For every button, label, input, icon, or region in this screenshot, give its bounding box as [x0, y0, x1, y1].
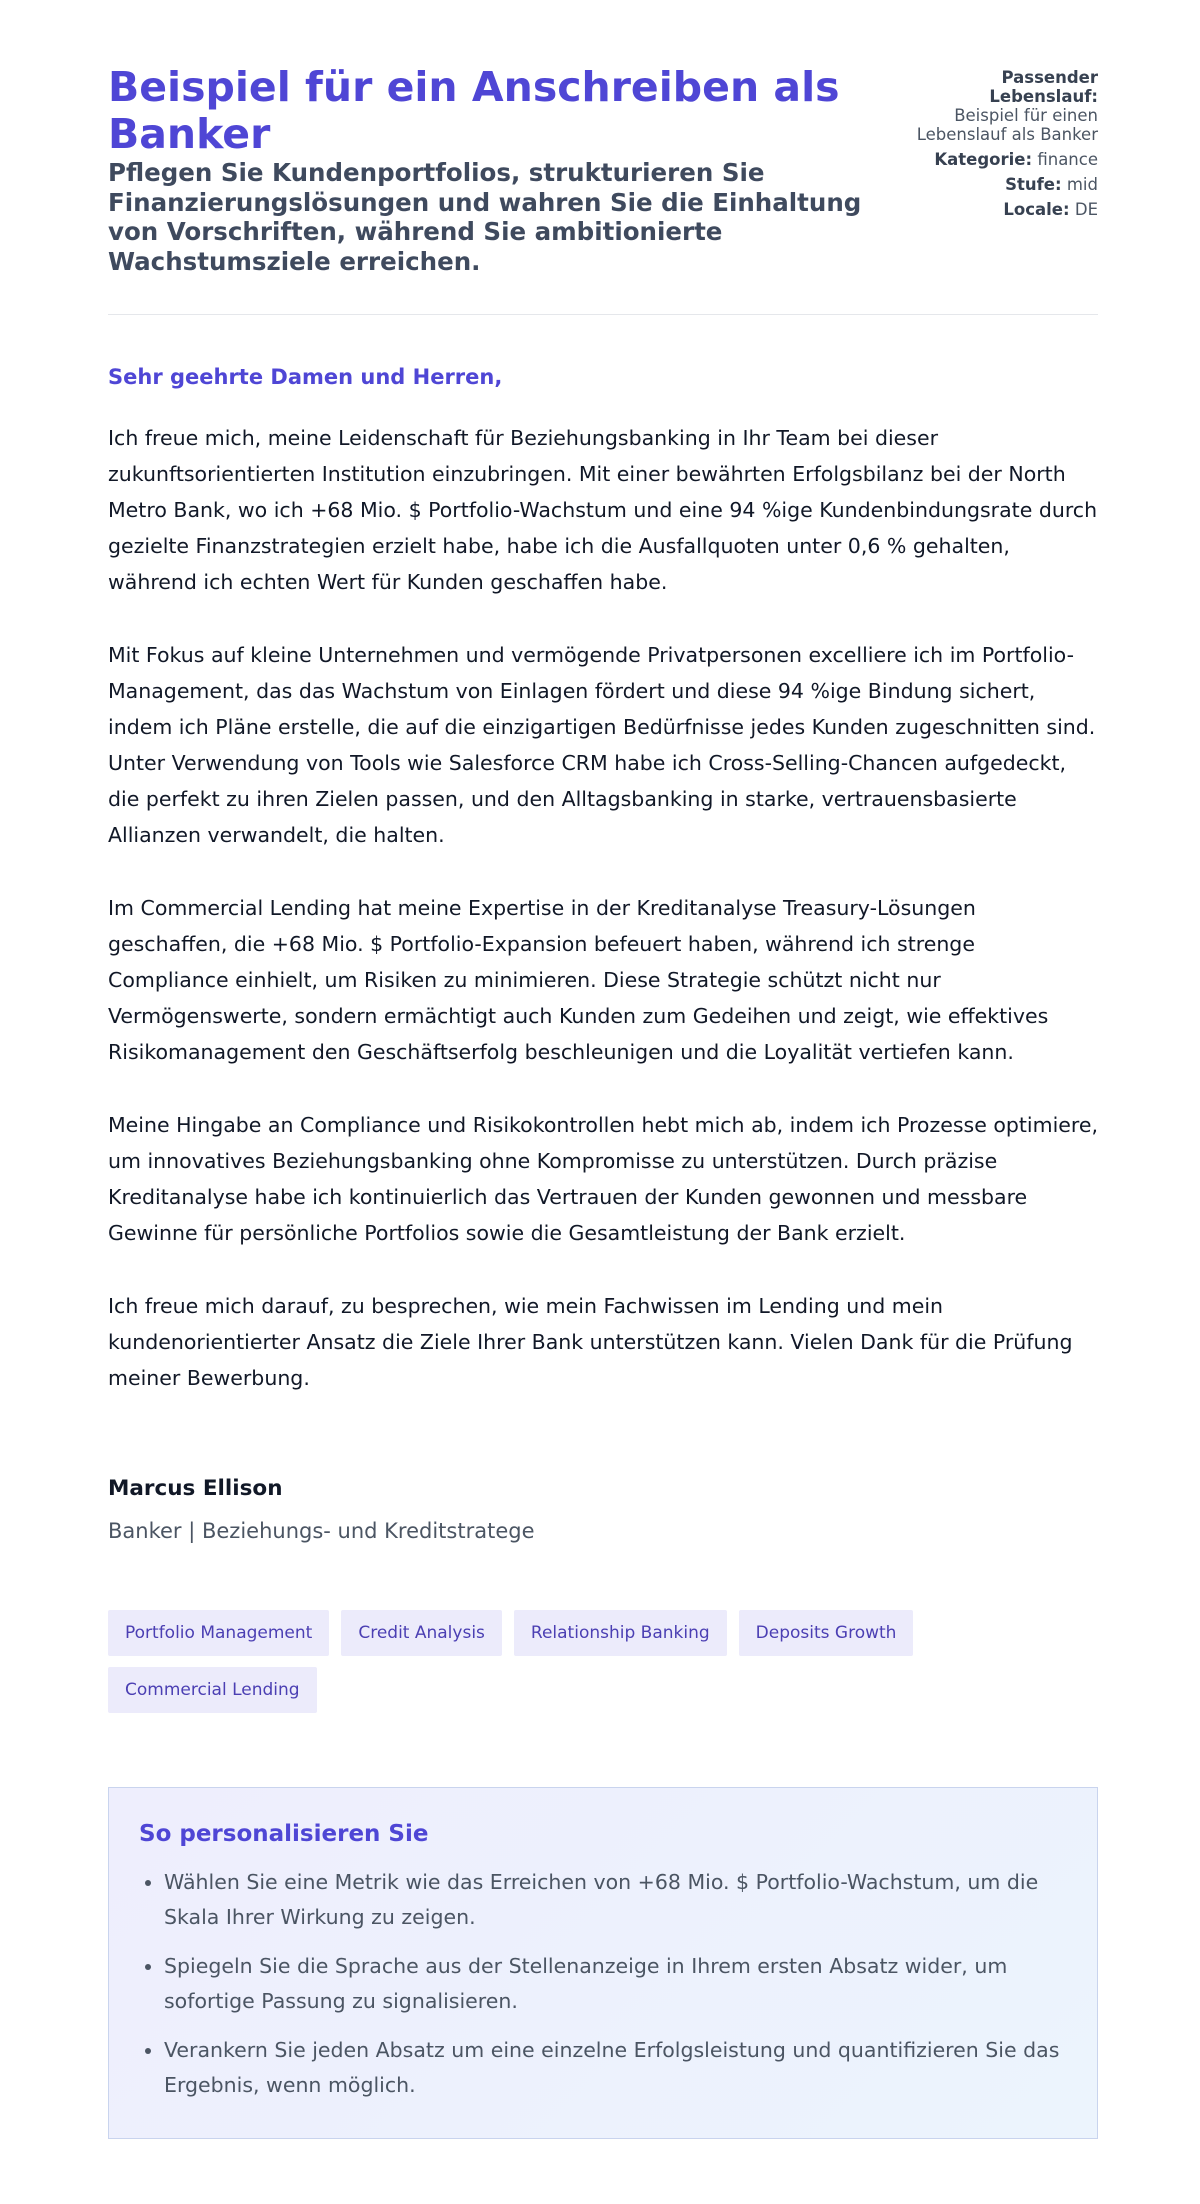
personalization-tips: [108, 1787, 1098, 2139]
meta-category-value: finance: [1037, 150, 1098, 169]
skill-tag: Relationship Banking: [514, 1610, 727, 1656]
tip-item: Wählen Sie eine Metrik wie das Erreichen von +68 Mio. $ Portfolio-Wachstum, um die Skala Ihrer Wirkung zu zeigen.: [164, 1865, 1067, 1935]
tips-list: [139, 1865, 1067, 2103]
tip-item: Verankern Sie jeden Absatz um eine einzelne Erfolgsleistung und quantifizieren Sie das Ergebnis, wenn möglich.: [164, 2033, 1067, 2103]
letter-paragraph: Ich freue mich darauf, zu besprechen, wie mein Fachwissen im Lending und mein kundenorientierter Ansatz die Ziele Ihrer Bank unterstützen kann. Vielen Dank für die Prüfung meiner Bewerbung.: [108, 1294, 1073, 1390]
page-header: [108, 64, 1098, 314]
meta-level-label: Stufe:: [1005, 175, 1062, 194]
skill-tag: Deposits Growth: [739, 1610, 914, 1656]
tips-title: So personalisieren Sie: [139, 1821, 429, 1847]
signature-block: [108, 1474, 1098, 1546]
salutation: Sehr geehrte Damen und Herren,: [108, 365, 503, 389]
letter-paragraph: Mit Fokus auf kleine Unternehmen und vermögende Privatpersonen excelliere ich im Portfolio-Management, das das Wachstum von Einlagen fördert und diese 94 %ige Bindung sichert, indem ich Pläne erstelle, die auf die einzigartigen Bedürfnisse jedes Kunden zugeschnitten sind. Unter Verwendung von Tools wie Salesforce CRM habe ich Cross-Selling-Chancen aufgedeckt, die perfekt zu ihren Zielen passen, und den Alltagsbanking in starke, vertrauensbasierte Allianzen verwandelt, die halten.: [108, 643, 1096, 847]
skill-tag: Portfolio Management: [108, 1610, 329, 1656]
letter-paragraph: Meine Hingabe an Compliance und Risikokontrollen hebt mich ab, indem ich Prozesse optimiere, um innovatives Beziehungsbanking ohne Kompromisse zu unterstützen. Durch präzise Kreditanalyse habe ich kontinuierlich das Vertrauen der Kunden gewonnen und messbare Gewinne für persönliche Portfolios sowie die Gesamtleistung der Bank erzielt.: [108, 1113, 1099, 1245]
header-divider: [108, 314, 1098, 315]
signature-name: Marcus Ellison: [108, 1476, 283, 1501]
skill-tags: [108, 1610, 1098, 1713]
skill-tag: Credit Analysis: [341, 1610, 502, 1656]
meta-resume-label: Passender Lebenslauf:: [989, 68, 1098, 106]
meta-panel: [898, 68, 1098, 219]
page-title: Beispiel für ein Anschreiben als Banker: [108, 63, 840, 158]
letter-paragraph: Im Commercial Lending hat meine Expertise in der Kreditanalyse Treasury-Lösungen geschaffen, die +68 Mio. $ Portfolio-Expansion befeuert haben, während ich strenge Compliance einhielt, um Risiken zu minimieren. Diese Strategie schützt nicht nur Vermögenswerte, sondern ermächtigt auch Kunden zum Gedeihen und zeigt, wie effektives Risikomanagement den Geschäftserfolg beschleunigen und die Loyalität vertiefen kann.: [108, 896, 1049, 1064]
signature-title: Banker | Beziehungs- und Kreditstratege: [108, 1519, 535, 1543]
meta-resume: [898, 68, 1098, 144]
meta-category: [898, 150, 1098, 169]
meta-locale-value: DE: [1074, 200, 1098, 219]
meta-locale-label: Locale:: [1003, 200, 1070, 219]
letter-paragraph: Ich freue mich, meine Leidenschaft für Beziehungsbanking in Ihr Team bei dieser zukunftsorientierten Institution einzubringen. Mit einer bewährten Erfolgsbilanz bei der North Metro Bank, wo ich +68 Mio. $ Portfolio-Wachstum und eine 94 %ige Kundenbindungsrate durch gezielte Finanzstrategien erzielt habe, habe ich die Ausfallquoten unter 0,6 % gehalten, während ich echten Wert für Kunden geschaffen habe.: [108, 426, 1098, 594]
meta-level: [898, 175, 1098, 194]
tip-item: Spiegeln Sie die Sprache aus der Stellenanzeige in Ihrem ersten Absatz wider, um sofortige Passung zu signalisieren.: [164, 1949, 1067, 2019]
meta-resume-link[interactable]: Beispiel für einen Lebenslauf als Banker: [916, 106, 1098, 144]
page-subtitle: Pflegen Sie Kundenportfolios, strukturieren Sie Finanzierungslösungen und wahren Sie die Einhaltung von Vorschriften, während Sie ambitionierte Wachstumsziele erreichen.: [108, 158, 862, 276]
meta-locale: [898, 200, 1098, 219]
letter-body: [108, 362, 1098, 1396]
skill-tag: Commercial Lending: [108, 1667, 317, 1713]
meta-category-label: Kategorie:: [934, 150, 1033, 169]
meta-level-value: mid: [1066, 175, 1098, 194]
